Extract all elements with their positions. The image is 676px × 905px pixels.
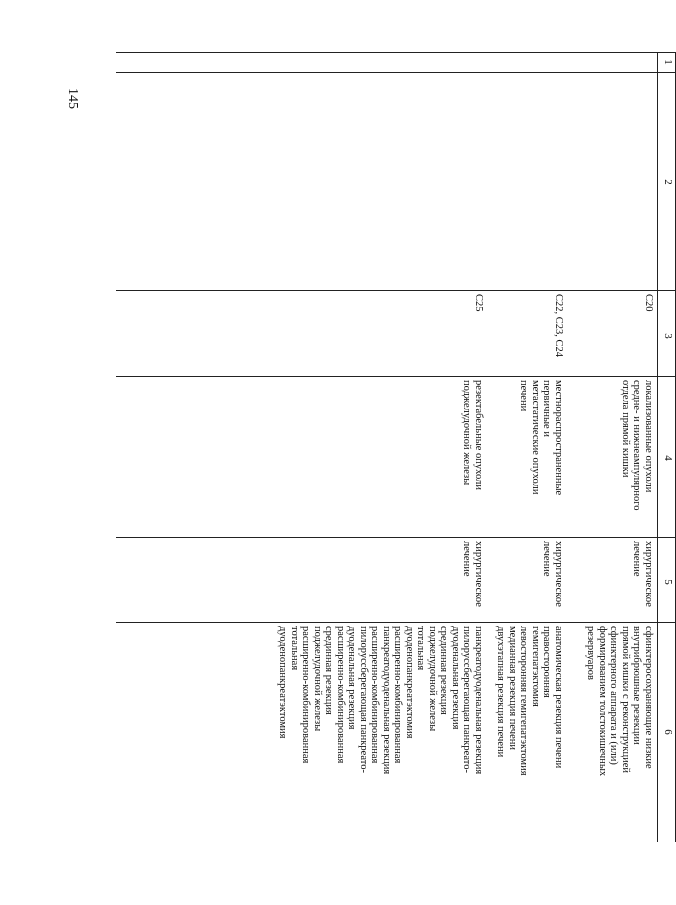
col-border-1 xyxy=(116,72,676,73)
col-header-1: 1 xyxy=(662,59,674,65)
row1-treatment: хирургическое лечение xyxy=(631,541,654,607)
row3-treatment: хирургическое лечение xyxy=(461,541,484,607)
col-header-4: 4 xyxy=(662,455,674,461)
col-header-2: 2 xyxy=(662,179,674,185)
page-number: 145 xyxy=(65,88,80,109)
row1-code: C20 xyxy=(643,294,654,312)
col-border-3 xyxy=(116,376,676,377)
row1-diagnosis: локализованные опухоли средне- и нижнеампулярного отдела прямой кишки xyxy=(620,380,654,511)
row2-methods: анатомическая резекция печени правосторонняя гемигепатэктомия левосторонняя гемигепатэктомия медианная резекция печени двухэтапная резекция печени xyxy=(495,626,564,776)
row1-methods: сфинктеросохраняющие низкие внутрибрюшные резекции прямой кишки с реконструкцией сфинктерного аппарата и (или) формированием толстокишечных резервуаров xyxy=(585,626,654,777)
col-border-2 xyxy=(116,290,676,291)
col-border-4 xyxy=(116,537,676,538)
col-border-left xyxy=(116,52,676,53)
procedures-table xyxy=(116,52,676,842)
row2-treatment: хирургическое лечение xyxy=(541,541,564,607)
rotated-page xyxy=(116,52,676,842)
header-separator xyxy=(657,52,658,842)
row2-diagnosis: местнораспространенные первичные и метастатические опухоли печени xyxy=(518,380,564,496)
col-border-5 xyxy=(116,622,676,623)
row3-methods: панкреатодуоденальная резекция пилоруссберегающая панкреато- дуоденальная резекция срединная резекция поджелудочной железы тотальная дуоденопанкреатэктомия расширенно-комбинированная панкреатодуоденальная резекция расширенно-комбинированная пилоруссберегающая панкреато- дуоденальная резекция расширенно-комбинированная срединная резекция поджелудочной железы расширенно-комбинированная тотальная дуоденопанкреатэктомия xyxy=(277,626,484,775)
col-header-5: 5 xyxy=(662,579,674,585)
row3-diagnosis: резектабельные опухоли поджелудочной железы xyxy=(461,380,484,490)
row2-code: C22, C23, C24 xyxy=(553,294,564,358)
row3-code: C25 xyxy=(473,294,484,312)
col-header-6: 6 xyxy=(662,729,674,735)
col-header-3: 3 xyxy=(662,333,674,339)
